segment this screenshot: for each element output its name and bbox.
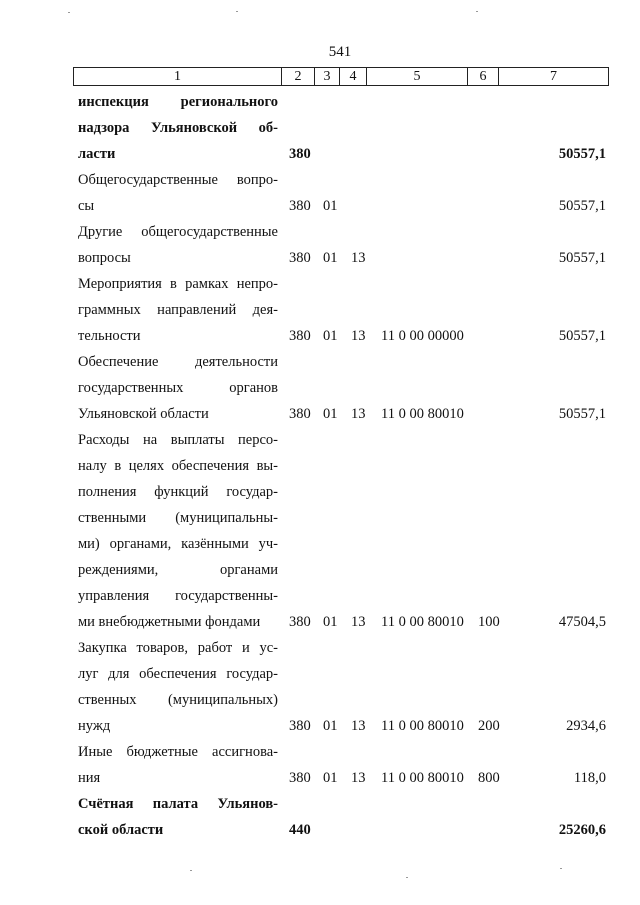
table-row [0,427,640,635]
row-name-line: Обеспечение деятельности [78,354,278,370]
table-row [0,739,640,791]
cell-col7: 50557,1 [558,146,606,162]
row-name-line: Закупка товаров, работ и ус- [78,640,278,656]
row-name [78,739,278,791]
cell-col4: 13 [351,718,366,734]
cell-col4: 13 [351,614,366,630]
table-row [0,89,640,167]
row-name-line: налу в целях обеспечения вы- [78,458,278,474]
row-name-line: надзора Ульяновской об- [78,120,278,136]
column-header-6: 6 [468,68,499,86]
table-row [0,791,640,843]
row-name-line: сы [78,198,95,214]
cell-col2: 380 [289,406,311,422]
cell-col7: 50557,1 [558,328,606,344]
cell-col2: 380 [289,614,311,630]
cell-col4: 13 [351,250,366,266]
row-name-line: Расходы на выплаты персо- [78,432,278,448]
row-name-line: управления государственны- [78,588,278,604]
row-name-line: ственными (муниципальны- [78,510,278,526]
column-header-5: 5 [367,68,468,86]
row-name-line: ственных (муниципальных) [78,692,278,708]
cell-col3: 01 [323,770,338,786]
row-name [78,427,278,635]
column-header-2: 2 [282,68,315,86]
row-name-line: инспекция регионального [78,94,278,110]
row-name [78,635,278,739]
row-name [78,791,278,843]
table-row [0,635,640,739]
table-row [0,167,640,219]
row-name [78,271,278,349]
table-row [0,349,640,427]
row-name-line: Другие общегосударственные [78,224,278,240]
column-header-7: 7 [499,68,609,86]
cell-col3: 01 [323,328,338,344]
row-name-line: ласти [78,146,116,162]
cell-col6: 800 [478,770,500,786]
row-name-line: ми) органами, казёнными уч- [78,536,278,552]
scan-speck [476,11,478,12]
row-name-line: государственных органов [78,380,278,396]
cell-col3: 01 [323,198,338,214]
row-name [78,167,278,219]
cell-col3: 01 [323,718,338,734]
scan-speck [406,877,408,878]
column-header-1: 1 [74,68,282,86]
column-header-4: 4 [340,68,367,86]
cell-col4: 13 [351,770,366,786]
cell-col2: 380 [289,328,311,344]
row-name-line: граммных направлений дея- [78,302,278,318]
cell-col7: 50557,1 [558,406,606,422]
column-header-row [74,68,609,86]
cell-col3: 01 [323,614,338,630]
row-name [78,219,278,271]
cell-col3: 01 [323,250,338,266]
cell-col7: 118,0 [573,770,606,786]
scan-speck [190,870,192,871]
cell-col2: 380 [289,198,311,214]
row-name-line: полнения функций государ- [78,484,278,500]
cell-col5: 11 0 00 00000 [381,328,464,344]
table-row [0,271,640,349]
row-name-line: вопросы [78,250,131,266]
table-row [0,219,640,271]
row-name-line: ми внебюджетными фондами [78,614,261,630]
cell-col7: 50557,1 [558,198,606,214]
row-name-line: ния [78,770,101,786]
row-name-line: Мероприятия в рамках непро- [78,276,278,292]
scan-speck [560,868,562,869]
row-name-line: ской области [78,822,164,838]
cell-col5: 11 0 00 80010 [381,718,464,734]
row-name [78,349,278,427]
cell-col5: 11 0 00 80010 [381,406,464,422]
cell-col2: 380 [289,250,311,266]
cell-col5: 11 0 00 80010 [381,614,464,630]
row-name-line: луг для обеспечения государ- [78,666,278,682]
row-name-line: нужд [78,718,111,734]
cell-col6: 200 [478,718,500,734]
cell-col7: 50557,1 [558,250,606,266]
row-name-line: тельности [78,328,141,344]
row-name-line: Общегосударственные вопро- [78,172,278,188]
page-number: 541 [328,44,352,60]
row-name-line: Ульяновской области [78,406,209,422]
cell-col6: 100 [478,614,500,630]
cell-col2: 380 [289,770,311,786]
row-name-line: реждениями, органами [78,562,278,578]
cell-col7: 2934,6 [566,718,606,734]
cell-col2: 380 [289,146,311,162]
cell-col4: 13 [351,328,366,344]
cell-col5: 11 0 00 80010 [381,770,464,786]
row-name-line: Счётная палата Ульянов- [78,796,278,812]
cell-col2: 440 [289,822,311,838]
scan-speck [68,12,70,13]
column-header-3: 3 [315,68,340,86]
column-header-table [73,67,609,86]
cell-col4: 13 [351,406,366,422]
cell-col3: 01 [323,406,338,422]
cell-col2: 380 [289,718,311,734]
scan-speck [236,11,238,12]
row-name-line: Иные бюджетные ассигнова- [78,744,278,760]
cell-col7: 47504,5 [558,614,606,630]
cell-col7: 25260,6 [558,822,606,838]
row-name [78,89,278,167]
